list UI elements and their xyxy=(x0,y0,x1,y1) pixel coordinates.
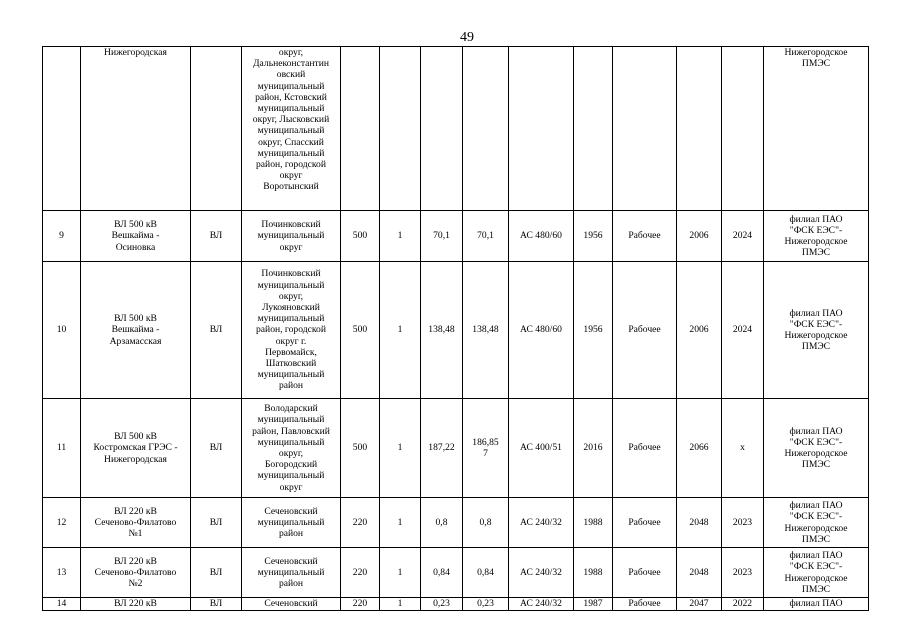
cell-owner: филиал ПАО "ФСК ЕЭС"- Нижегородское ПМЭС xyxy=(764,498,869,548)
cell-type: ВЛ xyxy=(191,211,242,262)
page-number: 49 xyxy=(460,30,474,45)
cell-voltage: 220 xyxy=(341,598,380,611)
cell-owner: филиал ПАО "ФСК ЕЭС"- Нижегородское ПМЭС xyxy=(764,548,869,598)
table-row xyxy=(43,262,869,399)
cell-owner: филиал ПАО "ФСК ЕЭС"- Нижегородское ПМЭС xyxy=(764,211,869,262)
cell-district: Починковский муниципальный округ, Лукояновский муниципальный район, городской округ г. Первомайск, Шатковский муниципальный район xyxy=(242,262,341,399)
table-row xyxy=(43,211,869,262)
cell-year-built: 2016 xyxy=(574,399,613,498)
cell-line-name: ВЛ 220 кВ xyxy=(81,598,191,611)
cell-wire: АС 480/60 xyxy=(509,211,574,262)
cell-year-end: 2047 xyxy=(677,598,722,611)
cell-wire: АС 240/32 xyxy=(509,498,574,548)
cell-year-end: 2006 xyxy=(677,211,722,262)
cell-voltage: 500 xyxy=(341,211,380,262)
cell-district: Сеченовский муниципальный район xyxy=(242,498,341,548)
cell-district: Володарский муниципальный район, Павловский муниципальный округ, Богородский муниципальный округ xyxy=(242,399,341,498)
cell-year-end: 2066 xyxy=(677,399,722,498)
cell-wire: АС 400/51 xyxy=(509,399,574,498)
cell-line-name: ВЛ 220 кВ Сеченово-Филатово №1 xyxy=(81,498,191,548)
cell-line-name: ВЛ 500 кВ Вешкайма - Осиновка xyxy=(81,211,191,262)
cell-type: ВЛ xyxy=(191,399,242,498)
cell-year-plan xyxy=(722,47,764,211)
cell-voltage: 220 xyxy=(341,548,380,598)
cell-wire xyxy=(509,47,574,211)
cell-line-name: ВЛ 220 кВ Сеченово-Филатово №2 xyxy=(81,548,191,598)
cell-year-plan: 2024 xyxy=(722,262,764,399)
cell-year-plan: х xyxy=(722,399,764,498)
cell-year-built xyxy=(574,47,613,211)
cell-num: 13 xyxy=(43,548,81,598)
cell-type: ВЛ xyxy=(191,262,242,399)
cell-length-total: 138,48 xyxy=(421,262,463,399)
cell-year-built: 1988 xyxy=(574,548,613,598)
power-lines-table xyxy=(42,46,869,611)
cell-status: Рабочее xyxy=(613,598,677,611)
cell-type: ВЛ xyxy=(191,498,242,548)
cell-status: Рабочее xyxy=(613,211,677,262)
cell-num: 10 xyxy=(43,262,81,399)
cell-circuits: 1 xyxy=(380,262,421,399)
table-row xyxy=(43,598,869,611)
cell-year-plan: 2023 xyxy=(722,548,764,598)
cell-length-total: 70,1 xyxy=(421,211,463,262)
cell-num xyxy=(43,47,81,211)
cell-circuits: 1 xyxy=(380,211,421,262)
cell-status: Рабочее xyxy=(613,498,677,548)
cell-length-total: 0,84 xyxy=(421,548,463,598)
cell-num: 12 xyxy=(43,498,81,548)
cell-year-plan: 2024 xyxy=(722,211,764,262)
cell-length-route: 70,1 xyxy=(463,211,509,262)
cell-year-plan: 2022 xyxy=(722,598,764,611)
cell-type: ВЛ xyxy=(191,598,242,611)
cell-status: Рабочее xyxy=(613,548,677,598)
cell-wire: АС 240/32 xyxy=(509,598,574,611)
cell-year-built: 1987 xyxy=(574,598,613,611)
cell-owner: филиал ПАО "ФСК ЕЭС"- Нижегородское ПМЭС xyxy=(764,399,869,498)
cell-length-route: 0,8 xyxy=(463,498,509,548)
cell-status xyxy=(613,47,677,211)
cell-circuits xyxy=(380,47,421,211)
cell-year-built: 1956 xyxy=(574,211,613,262)
cell-length-route xyxy=(463,47,509,211)
cell-status: Рабочее xyxy=(613,262,677,399)
cell-district: Сеченовский xyxy=(242,598,341,611)
cell-length-route: 138,48 xyxy=(463,262,509,399)
cell-length-total: 0,23 xyxy=(421,598,463,611)
cell-year-built: 1956 xyxy=(574,262,613,399)
cell-wire: АС 240/32 xyxy=(509,548,574,598)
table-row xyxy=(43,399,869,498)
cell-circuits: 1 xyxy=(380,548,421,598)
cell-year-end: 2048 xyxy=(677,498,722,548)
cell-line-name: ВЛ 500 кВ Вешкайма - Арзамасская xyxy=(81,262,191,399)
cell-num: 11 xyxy=(43,399,81,498)
cell-year-end: 2048 xyxy=(677,548,722,598)
cell-length-route: 0,84 xyxy=(463,548,509,598)
cell-status: Рабочее xyxy=(613,399,677,498)
cell-year-plan: 2023 xyxy=(722,498,764,548)
cell-year-built: 1988 xyxy=(574,498,613,548)
cell-line-name: ВЛ 500 кВ Костромская ГРЭС - Нижегородская xyxy=(81,399,191,498)
cell-district: Сеченовский муниципальный район xyxy=(242,548,341,598)
cell-voltage: 500 xyxy=(341,399,380,498)
cell-length-total: 0,8 xyxy=(421,498,463,548)
cell-length-route: 0,23 xyxy=(463,598,509,611)
cell-voltage: 500 xyxy=(341,262,380,399)
cell-circuits: 1 xyxy=(380,498,421,548)
table-row xyxy=(43,498,869,548)
cell-owner: Нижегородское ПМЭС xyxy=(764,47,869,211)
cell-owner: филиал ПАО "ФСК ЕЭС"- Нижегородское ПМЭС xyxy=(764,262,869,399)
cell-year-end: 2006 xyxy=(677,262,722,399)
cell-voltage xyxy=(341,47,380,211)
cell-circuits: 1 xyxy=(380,598,421,611)
cell-length-total xyxy=(421,47,463,211)
cell-district: округ, Дальнеконстантин овский муниципальный район, Кстовский муниципальный округ, Лысковский муниципальный округ, Спасский муниципальный район, городской округ Воротынский xyxy=(242,47,341,211)
cell-type xyxy=(191,47,242,211)
cell-owner: филиал ПАО xyxy=(764,598,869,611)
table-row-continuation xyxy=(43,47,869,211)
cell-type: ВЛ xyxy=(191,548,242,598)
cell-district: Починковский муниципальный округ xyxy=(242,211,341,262)
cell-voltage: 220 xyxy=(341,498,380,548)
cell-wire: АС 480/60 xyxy=(509,262,574,399)
cell-circuits: 1 xyxy=(380,399,421,498)
cell-line-name: Нижегородская xyxy=(81,47,191,211)
cell-length-total: 187,22 xyxy=(421,399,463,498)
cell-length-route: 186,85 7 xyxy=(463,399,509,498)
cell-num: 9 xyxy=(43,211,81,262)
table-row xyxy=(43,548,869,598)
cell-num: 14 xyxy=(43,598,81,611)
cell-year-end xyxy=(677,47,722,211)
